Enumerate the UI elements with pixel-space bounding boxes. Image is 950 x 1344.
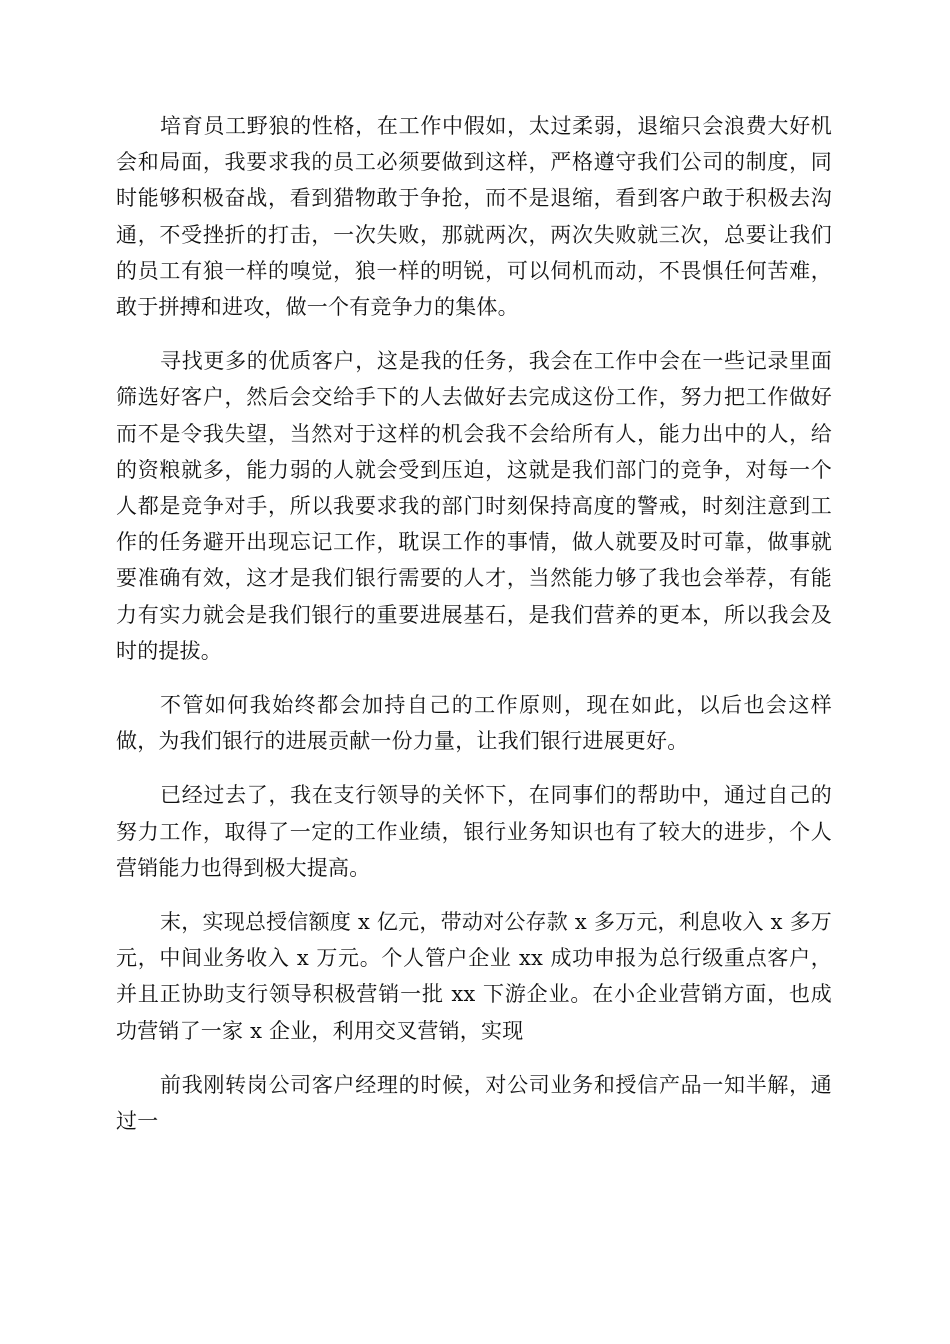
paragraph-6: 前我刚转岗公司客户经理的时候，对公司业务和授信产品一知半解，通过一 xyxy=(116,1072,832,1134)
paragraph-2: 寻找更多的优质客户，这是我的任务，我会在工作中会在一些记录里面筛选好客户，然后会交给手下的人去做好去完成这份工作，努力把工作做好而不是令我失望，当然对于这样的机会我不会给所有人，能力出中的人，给的资粮就多，能力弱的人就会受到压迫，这就是我们部门的竞争，对每一个人都是竞争对手，所以我要求我的部门时刻保持高度的警戒，时刻注意到工作的任务避开出现忘记工作，耽误工作的事情，做人就要及时可靠，做事就要准确有效，这才是我们银行需要的人才，当然能力够了我也会举荐，有能力有实力就会是我们银行的重要进展基石，是我们营养的更本，所以我会及时的提拔。 xyxy=(116,349,832,663)
paragraph-4: 已经过去了，我在支行领导的关怀下，在同事们的帮助中，通过自己的努力工作，取得了一定的工作业绩，银行业务知识也有了较大的进步，个人营销能力也得到极大提高。 xyxy=(116,783,832,880)
paragraph-1: 培育员工野狼的性格，在工作中假如，太过柔弱，退缩只会浪费大好机会和局面，我要求我的员工必须要做到这样，严格遵守我们公司的制度，同时能够积极奋战，看到猎物敢于争抢，而不是退缩，看到客户敢于积极去沟通，不受挫折的打击，一次失败，那就两次，两次失败就三次，总要让我们的员工有狼一样的嗅觉，狼一样的明锐，可以伺机而动，不畏惧任何苦难，敢于拼搏和进攻，做一个有竞争力的集体。 xyxy=(116,114,832,320)
document-body xyxy=(116,108,832,1157)
paragraph-5: 末，实现总授信额度 x 亿元，带动对公存款 x 多万元，利息收入 x 多万元，中间业务收入 x 万元。个人管户企业 xx 成功申报为总行级重点客户，并且正协助支行领导积极营销一批 xx 下游企业。在小企业营销方面，也成功营销了一家 x 企业，利用交叉营销，实现 xyxy=(116,910,832,1043)
paragraph-3: 不管如何我始终都会加持自己的工作原则，现在如此，以后也会这样做，为我们银行的进展贡献一份力量，让我们银行进展更好。 xyxy=(116,693,832,754)
